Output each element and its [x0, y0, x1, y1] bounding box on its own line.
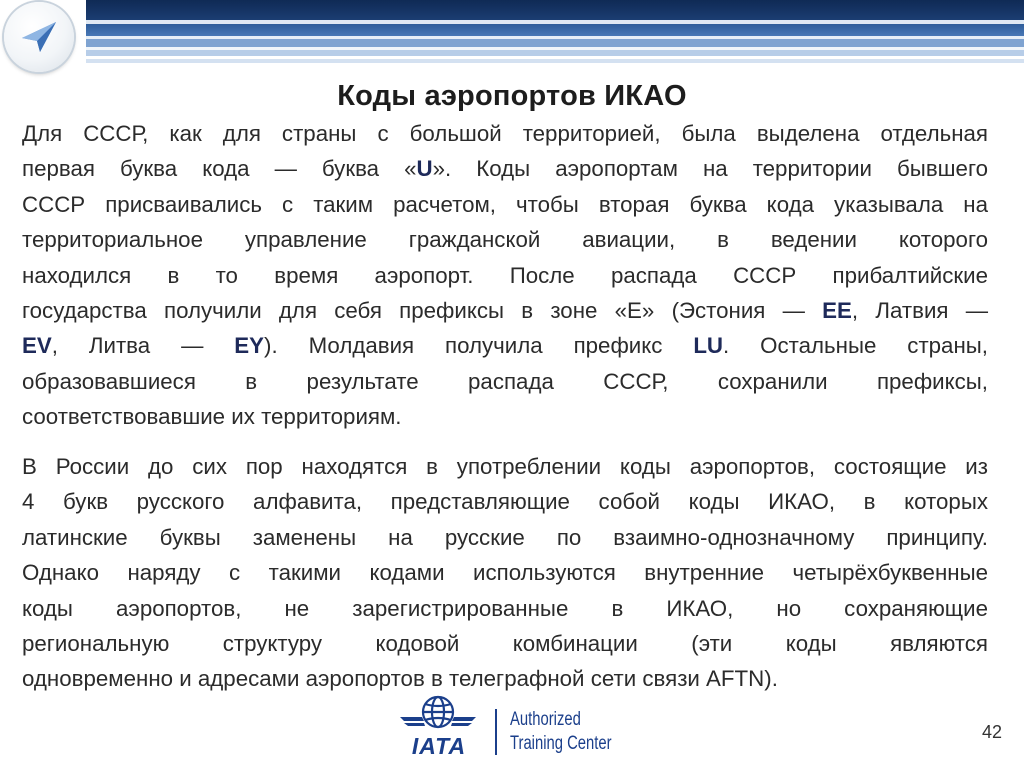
- slide-title: Коды аэропортов ИКАО: [337, 80, 687, 112]
- text-line: Для СССР, как для страны с большой территорией, была выделена отдельная: [22, 121, 988, 146]
- slide-header: [0, 0, 1024, 66]
- logo-tagline-training: Training Center: [510, 733, 612, 754]
- paper-plane-logo: [4, 2, 74, 72]
- text-line: коды аэропортов, не зарегистрированные в ИКАО, но сохраняющие: [22, 595, 988, 621]
- text-line: территориальное управление гражданской авиации, в ведении которого: [22, 227, 988, 253]
- text-line: соответствовавшие их территориям.: [22, 404, 402, 430]
- iata-training-center-logo: [398, 693, 628, 761]
- paragraph-russia-codes: [22, 449, 988, 697]
- page-number: 42: [981, 722, 1002, 742]
- text-line: одновременно и адресами аэропортов в телеграфной сети связи AFTN).: [22, 666, 778, 692]
- text-line: Однако наряду с такими кодами используются внутренние четырёхбуквенные: [22, 560, 988, 586]
- text-line: региональную структуру кодовой комбинации (эти коды являются: [22, 631, 988, 657]
- text-line: 4 букв русского алфавита, представляющие собой коды ИКАО, в которых: [22, 489, 988, 515]
- text-line: первая буква кода — буква «U». Коды аэропортам на территории бывшего: [22, 156, 988, 182]
- iata-wordmark: IATA: [411, 733, 467, 759]
- text-line: латинские буквы заменены на русские по взаимно-однозначному принципу.: [22, 524, 988, 550]
- text-line: EV, Литва — EY). Молдавия получила префикс LU. Остальные страны,: [22, 333, 988, 359]
- paragraph-icao-ussr: [22, 116, 988, 435]
- text-line: государства получили для себя префиксы в зоне «E» (Эстония — EE, Латвия —: [22, 298, 989, 324]
- text-line: образовавшиеся в результате распада СССР, сохранили префиксы,: [22, 368, 988, 394]
- logo-divider: [495, 709, 497, 755]
- logo-tagline-authorized: Authorized: [510, 709, 581, 730]
- text-line: СССР присваивались с таким расчетом, чтобы вторая буква кода указывала на: [22, 191, 988, 217]
- text-line: находился в то время аэропорт. После распада СССР прибалтийские: [22, 262, 988, 288]
- text-line: В России до сих пор находятся в употреблении коды аэропортов, состоящие из: [22, 454, 988, 479]
- paper-plane-icon: [18, 16, 60, 58]
- header-stripes: [86, 0, 1024, 66]
